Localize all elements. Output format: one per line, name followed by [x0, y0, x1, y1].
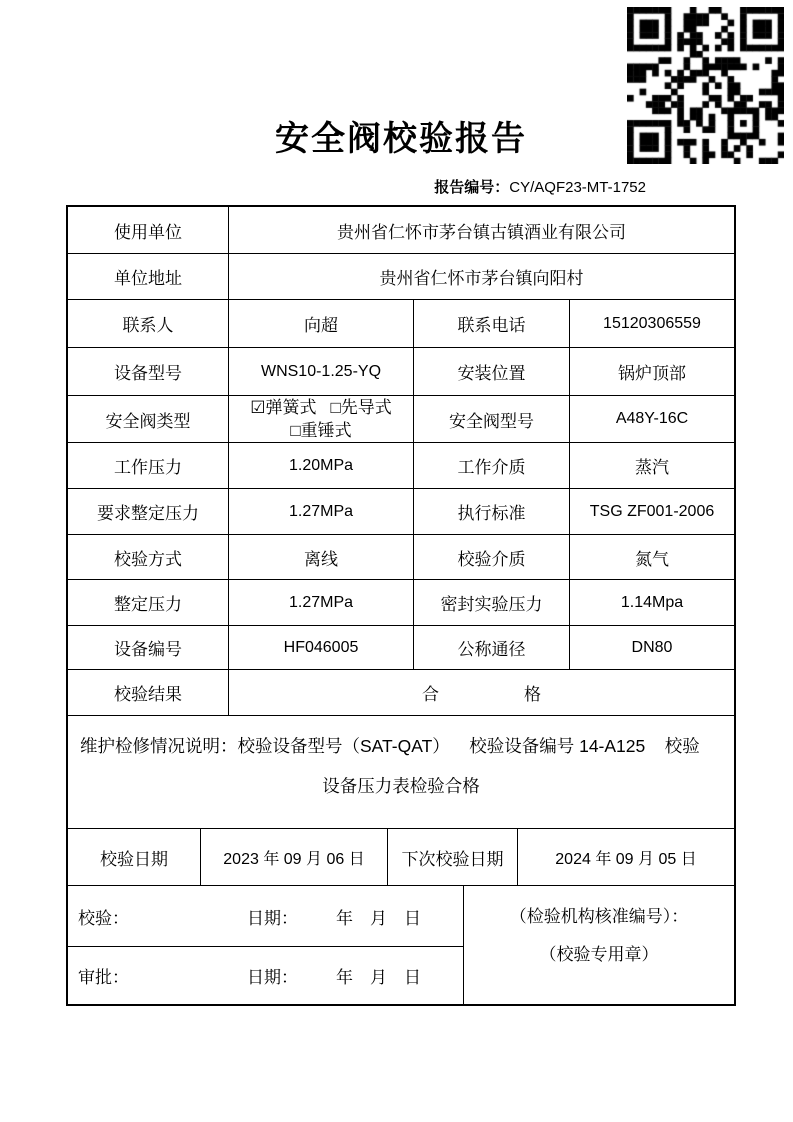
row-sign-calibrator: [68, 886, 734, 964]
row-required-set-pressure: [68, 489, 734, 535]
label-seal-test-pressure: 密封实验压力: [414, 580, 570, 625]
row-calibration-method: [68, 535, 734, 580]
value-calibration-date: 2023 年 09 月 06 日: [201, 829, 388, 885]
value-calibration-method: 离线: [229, 535, 414, 579]
label-set-pressure: 整定压力: [68, 580, 229, 625]
value-calibration-medium: 氮气: [635, 549, 669, 569]
label-working-medium: 工作介质: [414, 443, 570, 488]
value-working-pressure: 1.20MPa: [229, 443, 414, 488]
value-working-medium: 蒸汽: [635, 458, 669, 477]
value-contact-phone: 15120306559: [603, 314, 701, 332]
stamp-area: [464, 886, 734, 1004]
stamp-approval-number: （检验机构核准编号）：: [509, 907, 689, 926]
value-contact-person: 向超: [229, 300, 414, 347]
stamp-special-seal: （校验专用章）: [539, 945, 659, 964]
row-calibration-dates: [68, 829, 734, 886]
value-required-set-pressure: 1.27MPa: [229, 489, 414, 534]
value-seal-test-pressure: 1.14Mpa: [620, 593, 684, 611]
label-valve-type: 安全阀类型: [68, 396, 229, 442]
page-title: 安全阀校验报告: [275, 121, 527, 158]
label-equipment-model: 设备型号: [68, 348, 229, 395]
row-maintenance-note: [68, 716, 734, 829]
approver-label: 审批：: [78, 968, 129, 987]
row-unit-address: [68, 254, 734, 300]
label-unit-address: 单位地址: [68, 254, 229, 299]
value-standard: TSG ZF001-2006: [589, 502, 715, 520]
label-valve-model: 安全阀型号: [414, 396, 570, 442]
maintenance-note: [68, 716, 734, 828]
value-nominal-diameter: DN80: [631, 638, 673, 656]
approver-ymd: 年 月 日: [336, 968, 421, 987]
row-equipment-number: [68, 626, 734, 670]
label-contact-phone: 联系电话: [414, 300, 570, 347]
label-calibration-method: 校验方式: [68, 535, 229, 579]
calibrator-ymd: 年 月 日: [336, 908, 421, 928]
label-contact-person: 联系人: [68, 300, 229, 347]
value-valve-model: A48Y-16C: [615, 410, 689, 427]
label-calibration-result: 校验结果: [68, 670, 229, 715]
report-number-value: CY/AQF23-MT-1752: [509, 179, 646, 196]
report-number: [66, 176, 646, 197]
row-set-pressure: [68, 580, 734, 626]
row-calibration-result: [68, 670, 734, 716]
approver-sign-area: [68, 947, 464, 1004]
value-set-pressure: 1.27MPa: [229, 580, 414, 625]
approver-date-label: 日期：: [247, 968, 298, 987]
value-equipment-model: WNS10-1.25-YQ: [229, 348, 414, 395]
label-required-set-pressure: 要求整定压力: [68, 489, 229, 534]
calibrator-date-label: 日期：: [247, 908, 298, 928]
label-calibration-date: 校验日期: [68, 829, 201, 885]
value-calibration-result: 合 格: [422, 685, 541, 704]
label-nominal-diameter: 公称通径: [414, 626, 570, 669]
label-equipment-number: 设备编号: [68, 626, 229, 669]
label-calibration-medium: 校验介质: [414, 535, 570, 579]
label-standard: 执行标准: [414, 489, 570, 534]
report-number-label: 报告编号：: [434, 180, 510, 196]
checkbox-spring-type-checked: ☑弹簧式: [250, 398, 317, 417]
value-equipment-number: HF046005: [229, 626, 414, 669]
label-install-position: 安装位置: [414, 348, 570, 395]
row-use-unit: [68, 207, 734, 254]
row-equipment-model: [68, 348, 734, 396]
maintenance-note-line1: 维护检修情况说明：校验设备型号（SAT-QAT） 校验设备编号 14-A125 校验: [80, 736, 700, 756]
checkbox-weight-type: □重锤式: [290, 421, 352, 440]
row-working-pressure: [68, 443, 734, 489]
checkbox-pilot-type: □先导式: [330, 398, 392, 417]
label-working-pressure: 工作压力: [68, 443, 229, 488]
row-contact: [68, 300, 734, 348]
report-table: [66, 205, 736, 1006]
value-use-unit: 贵州省仁怀市茅台镇古镇酒业有限公司: [337, 222, 626, 242]
value-next-calibration-date: 2024 年 09 月 05 日: [555, 850, 697, 868]
label-next-calibration-date: 下次校验日期: [388, 829, 518, 885]
value-unit-address: 贵州省仁怀市茅台镇向阳村: [379, 269, 584, 288]
calibrator-label: 校验：: [78, 908, 129, 928]
valve-type-options: [229, 396, 414, 442]
value-install-position: 锅炉顶部: [618, 364, 686, 383]
calibrator-sign-area: [68, 886, 464, 946]
maintenance-note-line2: 设备压力表检验合格: [322, 776, 480, 796]
label-use-unit: 使用单位: [68, 207, 229, 253]
row-valve-type: [68, 396, 734, 443]
